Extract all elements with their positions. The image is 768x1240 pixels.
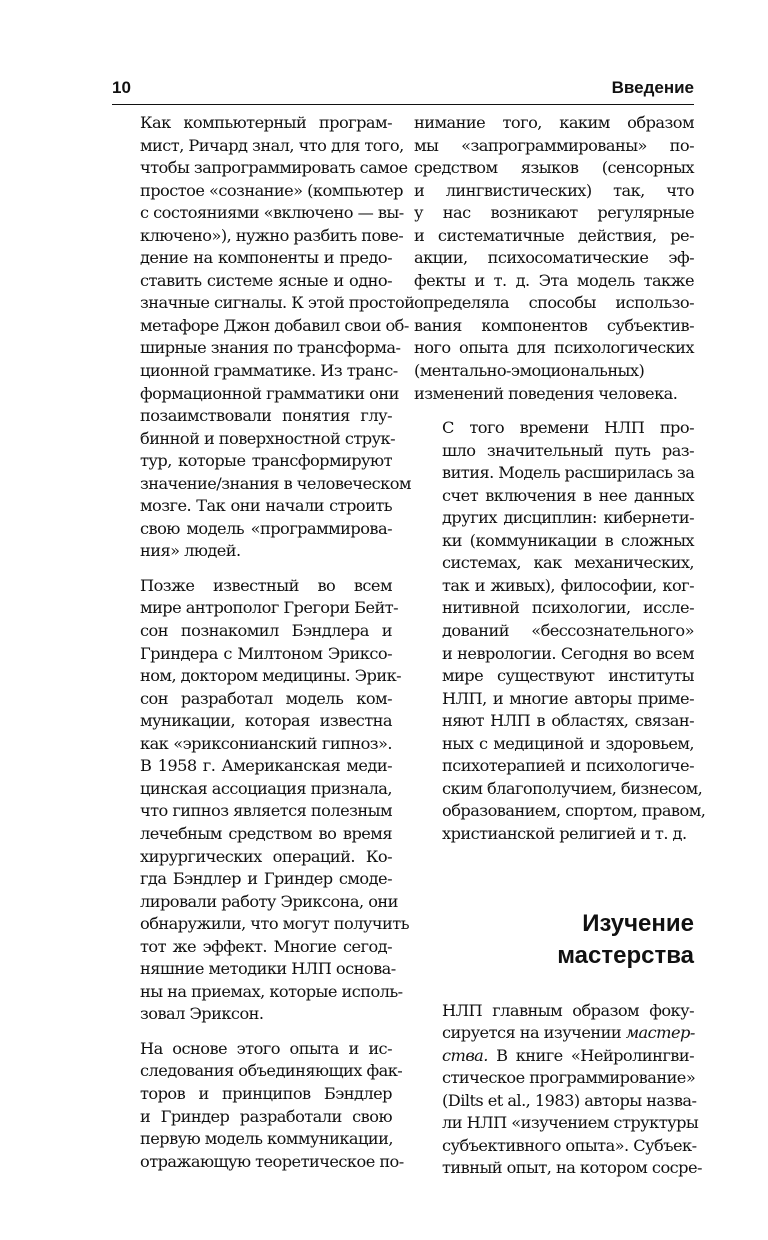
text-line: фекты и т. д. Эта модель также xyxy=(414,270,694,290)
text-line: мы «запрограммированы» по- xyxy=(414,135,694,155)
paragraph xyxy=(414,1000,702,1180)
text-line: чтобы запрограммировать самое xyxy=(140,158,408,178)
text-line: дение на компоненты и предо- xyxy=(140,248,392,268)
text-run: В книге «Нейролингви- xyxy=(487,1045,694,1065)
text-line: с состояниями «включено — вы- xyxy=(140,203,404,223)
text-line: Как компьютерный програм- xyxy=(140,113,392,132)
text-line: так и живых), философии, ког- xyxy=(442,575,694,595)
text-line: ного опыта для психологических xyxy=(414,338,694,358)
section-heading xyxy=(414,908,694,972)
text-line: цинская ассоциация признала, xyxy=(140,778,393,798)
text-line: и лингвистических) так, что xyxy=(414,180,694,200)
page-number: 10 xyxy=(112,78,131,97)
text-line: В 1958 г. Американская меди- xyxy=(140,756,392,776)
text-line: ны на приемах, которые исполь- xyxy=(140,981,403,1001)
text-line: ским благополучием, бизнесом, xyxy=(442,778,703,798)
text-line: НЛП главным образом фоку- xyxy=(442,1000,694,1020)
text-line: лечебным средством во время xyxy=(140,823,392,843)
text-line: христианской религией и т. д. xyxy=(442,823,687,843)
text-line: тур, которые трансформируют xyxy=(140,451,392,471)
text-line: мире существуют институты xyxy=(442,666,694,686)
text-run: сируется на изучении xyxy=(442,1023,626,1043)
running-head: Введение xyxy=(611,78,694,97)
text-line: вития. Модель расширилась за xyxy=(442,463,695,483)
paragraph xyxy=(112,112,415,563)
text-line: ном, доктором медицины. Эрик- xyxy=(140,666,402,686)
text-line: следования объединяющих фак- xyxy=(140,1061,403,1081)
text-line: ли НЛП «изучением структуры xyxy=(442,1113,699,1133)
text-line: образованием, спортом, правом, xyxy=(442,801,706,821)
text-line xyxy=(414,1045,694,1068)
text-line: и систематичные действия, ре- xyxy=(414,225,694,245)
text-line: зовал Эриксон. xyxy=(140,1004,264,1024)
text-line: мире антрополог Грегори Бейт- xyxy=(140,598,399,618)
text-line: системах, как механических, xyxy=(442,553,694,573)
text-line: значение/знания в человеческом xyxy=(140,473,411,493)
text-line: муникации, которая известна xyxy=(140,711,392,731)
text-line: счет включения в нее данных xyxy=(442,485,694,505)
text-line: простое «сознание» (компьютер xyxy=(140,180,403,200)
text-line: (Dilts et al., 1983) авторы назва- xyxy=(442,1090,697,1110)
text-line: отражающую теоретическое по- xyxy=(140,1151,404,1171)
text-line: формационной грамматики они xyxy=(140,383,399,403)
text-line: тивный опыт, на котором сосре- xyxy=(442,1158,702,1178)
text-line: ционной грамматике. Из транс- xyxy=(140,361,398,381)
text-line: средством языков (сенсорных xyxy=(414,158,694,178)
text-line: позаимствовали понятия глу- xyxy=(140,406,392,426)
text-line: и неврологии. Сегодня во всем xyxy=(442,643,694,663)
emphasis-text: ства. xyxy=(442,1045,488,1065)
emphasis-text: мастер- xyxy=(625,1023,695,1043)
text-line: лировали работу Эриксона, они xyxy=(140,891,398,911)
paragraph xyxy=(112,1038,404,1173)
text-line: мозге. Так они начали строить xyxy=(140,496,392,516)
text-line: тот же эффект. Многие сегод- xyxy=(140,936,392,956)
running-header xyxy=(112,74,694,105)
text-line xyxy=(414,1022,694,1045)
paragraph xyxy=(414,417,706,845)
text-line: свою модель «программирова- xyxy=(140,518,392,538)
text-line: ключено»), нужно разбить пове- xyxy=(140,225,404,245)
text-line: изменений поведения человека. xyxy=(414,383,678,403)
text-line: хирургических операций. Ко- xyxy=(140,846,392,866)
text-line: метафоре Джон добавил свои об- xyxy=(140,315,409,335)
text-line: На основе этого опыта и ис- xyxy=(140,1038,392,1058)
text-line: шло значительный путь раз- xyxy=(442,440,694,460)
text-line: стическое программирование» xyxy=(442,1068,696,1088)
text-line: ставить системе ясные и одно- xyxy=(140,270,392,290)
section-heading-line: мастерства xyxy=(557,941,694,969)
text-line: Гриндера с Милтоном Эриксо- xyxy=(140,643,392,663)
text-line: бинной и поверхностной струк- xyxy=(140,428,396,448)
text-line: нитивной психологии, иссле- xyxy=(442,598,694,618)
text-line: сон познакомил Бэндлера и xyxy=(140,621,392,641)
text-line: что гипноз является полезным xyxy=(140,801,392,821)
text-line: мист, Ричард знал, что для того, xyxy=(140,135,404,155)
text-line: дований «бессознательного» xyxy=(442,621,694,641)
text-line: психотерапией и психологиче- xyxy=(442,756,694,776)
text-line: субъективного опыта». Субъек- xyxy=(442,1135,697,1155)
text-line: гда Бэндлер и Гриндер смоде- xyxy=(140,869,392,889)
text-line: вания компонентов субъектив- xyxy=(414,315,694,335)
text-line: торов и принципов Бэндлер xyxy=(140,1083,392,1103)
text-line: как «эриксонианский гипноз». xyxy=(140,733,392,753)
text-line: ния» людей. xyxy=(140,541,241,561)
text-line: значные сигналы. К этой простой xyxy=(140,293,415,313)
text-line: акции, психосоматические эф- xyxy=(414,248,694,268)
paragraph xyxy=(112,575,409,1026)
text-line: ных с медициной и здоровьем, xyxy=(442,733,694,753)
text-line: няшние методики НЛП основа- xyxy=(140,959,396,979)
text-line: С того времени НЛП про- xyxy=(442,418,694,438)
text-line: сон разработал модель ком- xyxy=(140,688,392,708)
text-line: ширные знания по трансформа- xyxy=(140,338,401,358)
text-line: других дисциплин: кибернети- xyxy=(442,508,694,528)
text-line: нимание того, каким образом xyxy=(414,113,694,132)
text-line: первую модель коммуникации, xyxy=(140,1129,393,1149)
text-line: Позже известный во всем xyxy=(140,575,392,595)
text-line: (ментально-эмоциональных) xyxy=(414,361,645,381)
section-heading-line: Изучение xyxy=(582,909,694,937)
text-line: у нас возникают регулярные xyxy=(414,203,694,223)
text-line: и Гриндер разработали свою xyxy=(140,1106,392,1126)
left-column xyxy=(112,112,415,1173)
paragraph xyxy=(414,112,694,405)
text-line: определяла способы использо- xyxy=(414,293,694,313)
text-line: ки (коммуникации в сложных xyxy=(442,530,694,550)
text-line: обнаружили, что могут получить xyxy=(140,914,409,934)
text-line: НЛП, и многие авторы приме- xyxy=(442,688,694,708)
text-line: няют НЛП в областях, связан- xyxy=(442,711,694,731)
right-column xyxy=(414,112,706,1180)
